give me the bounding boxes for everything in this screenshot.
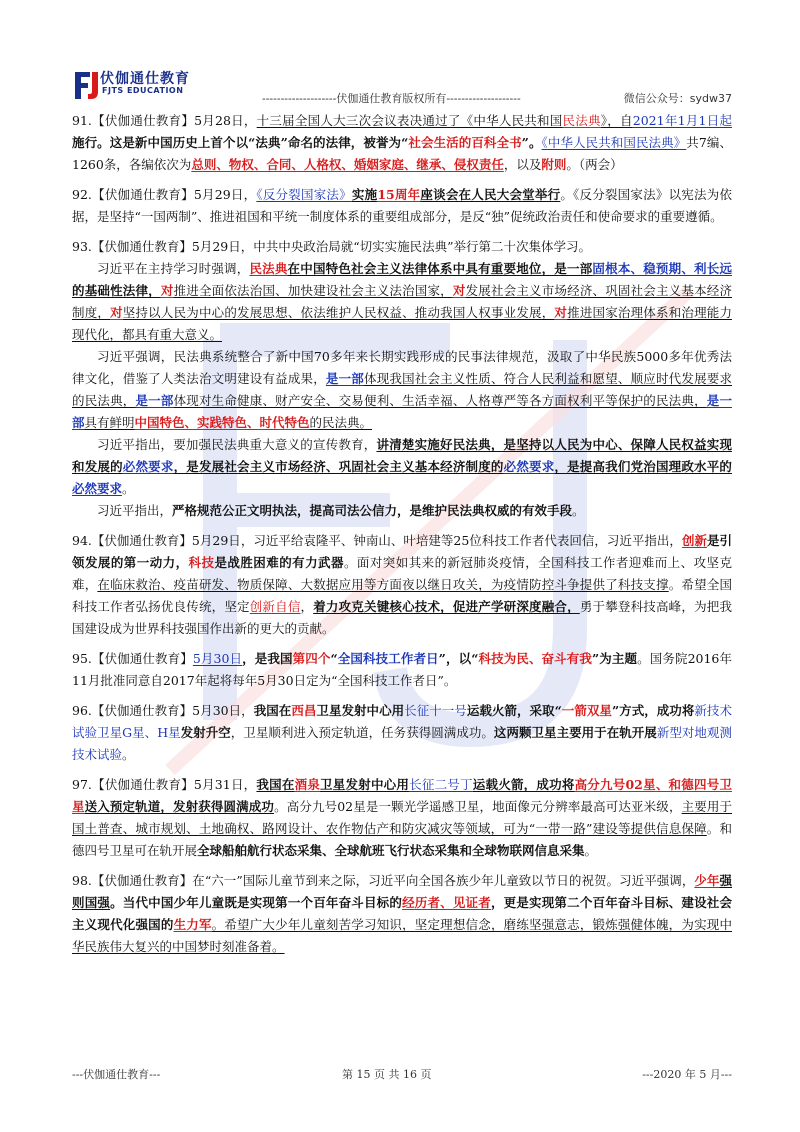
text-span: 习近平指出， [97, 503, 173, 518]
keyword-blue: 5月30日 [192, 651, 243, 666]
keyword-red: 附则 [541, 157, 567, 172]
text-span: 。 [584, 843, 598, 858]
text-span: 的基础性法律， [72, 283, 161, 298]
text-span: ，是发展社会主义市场经济、巩固社会主义基本经济制度的 [173, 459, 504, 474]
brand-name-cn: 伏伽通仕教育 [100, 71, 190, 87]
text-span: 讲清楚实施好民法典，是坚持以人民为中心、保障人民权益实现和发展的 [72, 437, 732, 474]
news-item-95 [72, 648, 732, 692]
footer-brand: ---伏伽通仕教育--- [72, 1068, 161, 1081]
news-item-92 [72, 184, 732, 228]
keyword-red: 第四个 [292, 651, 331, 666]
text-span: 我国在 [256, 777, 295, 792]
keyword-red: 创新 [681, 533, 707, 548]
keyword-blue: 必然要求 [122, 459, 174, 474]
text-span: 施行。这是新中国历史上首个以“法典”命名的法律，被誉为“ [72, 135, 409, 150]
text-span: 发展社会主义市场经济、巩固社会主义基本经济制度， [72, 283, 732, 320]
news-item-94 [72, 530, 732, 640]
text-span: 十三届全国人大三次会议表决通过了《中华人民共和国 [256, 113, 563, 128]
text-span: 着力攻克关键核心技术，促进产学研深度融合， [313, 599, 580, 614]
keyword-red: 少年 [694, 873, 720, 888]
keyword-blue: 长征二号丁 [409, 777, 473, 792]
news-item-98 [72, 870, 732, 958]
news-item-91 [72, 110, 732, 176]
text-span: 主要用于国土普查、城市规划、土地确权、路网设计、农作物估产和防灾减灾等领域，可为“一带一路”建设等提供信息保障 [72, 799, 732, 836]
fjts-logo-icon [72, 68, 100, 102]
keyword-blue: 新技术试验卫星G星、H星 [72, 703, 732, 740]
keyword-blue: 固根本、稳预期、利长远 [592, 261, 732, 276]
text-span: ，是我国 [242, 651, 293, 666]
keyword-blue: 是一部 [325, 371, 364, 386]
keyword-blue: 新型对地观测技术试验 [72, 725, 732, 762]
text-span: ”为主题 [592, 651, 638, 666]
text-span: 习近平在主持学习时强调， [97, 261, 250, 276]
text-span: 习近平指出，要加强民法典重大意义的宣传教育， [97, 437, 377, 452]
keyword-red: 酒泉 [294, 777, 321, 792]
text-span: ，是提高我们党治国理政水平的 [554, 459, 732, 474]
text-span: ，更是实现第二个百年奋斗目标、建设社会主义现代化强国的 [72, 895, 732, 932]
text-span: 习近平强调，民法典系统整合了新中国70多年来长期实践形成的民事法律规范，汲取了中华民族5000多年优秀法律文化，借鉴了人类法治文明建设有益成果， [72, 349, 732, 386]
text-span: 共7编、1260条，各编依次为 [72, 135, 732, 172]
text-span: 在临床救治、疫苗研发、物质保障、大数据应用等方面夜以继日攻关，为疫情防控斗争提供了科技支撑 [97, 577, 669, 592]
text-span: “ [330, 651, 338, 666]
wechat-account: 微信公众号：sydw37 [623, 92, 732, 105]
text-span: ， [300, 599, 314, 614]
brand-name-en: FJTS EDUCATION [102, 86, 184, 95]
text-span: 发射升空 [180, 725, 231, 740]
text-span: 勇于攀登科技高峰，为把我国建设成为世界科技强国作出新的更大的贡献。 [72, 599, 732, 636]
text-span: 93.【伏伽通仕教育】5月29日，中共中央政治局就“切实实施民法典”举行第二十次集体学习。 [72, 239, 592, 254]
text-span: 。 [122, 747, 135, 762]
text-span: 的民法典。 [309, 415, 373, 430]
page-header [72, 64, 732, 104]
text-span: 推进全面依法治国、加快建设社会主义法治国家， [173, 283, 453, 298]
text-span: 95.【伏伽通仕教育】 [72, 651, 193, 666]
text-span: 运载火箭，采取“ [466, 703, 562, 718]
footer-date: ---2020 年 5 月--- [642, 1068, 732, 1081]
text-span: ”，以“ [438, 651, 479, 666]
text-span: 送入预定轨道，发射获得圆满成功 [84, 799, 275, 814]
text-span: 座谈会在人民大会堂举行 [420, 187, 561, 202]
keyword-red: 创新自信 [249, 599, 301, 614]
text-span: 96.【伏伽通仕教育】5月30日， [72, 703, 254, 718]
keyword-red: 西昌 [291, 703, 317, 718]
keyword-blue: 必然要求 [503, 459, 555, 474]
keyword-red: 生力军 [173, 917, 212, 932]
text-span: 体现对生命健康、财产安全、交易便利、生活幸福、人格尊严等各方面权利平等保护的民法典， [173, 393, 707, 408]
text-span: 。高分九号02星是一颗光学遥感卫星，地面像元分辨率最高可达亚米级， [274, 799, 682, 814]
keyword-red: 经历者、见证者 [402, 895, 491, 910]
keyword-red: 民法典 [562, 113, 601, 128]
text-span: 具有鲜明 [84, 415, 135, 430]
keyword-red: 科技为民、奋斗有我 [478, 651, 592, 666]
keyword-blue: 2021年1月1日起 [632, 113, 732, 128]
keyword-red: 科技 [188, 555, 215, 570]
text-span: 。希望广大少年儿童刻苦学习知识，坚定理想信念，磨练坚强意志，锻炼强健体魄，为实现中华民族伟大复兴的中国梦时刻准备着。 [72, 917, 732, 954]
keyword-blue: 是一部 [72, 393, 732, 430]
text-span: 实施 [351, 187, 378, 202]
keyword-red: 对 [160, 283, 174, 298]
text-span: 》，自 [600, 113, 633, 128]
text-span: 。和德四号卫星可在轨开展 [72, 821, 732, 858]
text-span: 。面对突如其来的新冠肺炎疫情，全国科技工作者迎难而上、攻坚克难， [72, 555, 732, 592]
text-span: 强则国强 [72, 873, 732, 910]
news-item-93 [72, 236, 732, 522]
text-span: 这两颗卫星主要用于在轨开展 [493, 725, 657, 740]
keyword-red: 总则、物权、合同、人格权、婚姻家庭、继承、侵权责任 [191, 157, 504, 172]
keyword-red: 高分九号02星、和德四号卫星 [72, 777, 732, 814]
text-span: 卫星发射中心用 [316, 703, 405, 718]
text-span: 严格规范公正文明执法，提高司法公信力，是维护民法典权威的有效手段 [172, 503, 573, 518]
text-span: 98.【伏伽通仕教育】在“六一”国际儿童节到来之际，习近平向全国各族少年儿童致以节日的祝贺。习近平强调， [72, 873, 695, 888]
keyword-blue: 《反分裂国家法》 [256, 187, 352, 202]
keyword-blue: 是一部 [135, 393, 174, 408]
text-span: 体现我国社会主义性质、符合人民利益和愿望、顺应时代发展要求的民法典， [72, 371, 732, 408]
text-span: 。（两会） [566, 157, 623, 172]
keyword-red: 对 [110, 305, 123, 320]
text-span: 。 [572, 503, 585, 518]
text-span: 是战胜困难的有力武器 [214, 555, 344, 570]
keyword-red: 社会生活的百科全书 [408, 135, 522, 150]
keyword-red: 对 [554, 305, 568, 320]
keyword-blue: 必然要求 [72, 481, 123, 496]
text-span: 94.【伏伽通仕教育】5月29日，习近平给袁隆平、钟南山、叶培建等25位科技工作者代表回信，习近平指出， [72, 533, 682, 548]
text-span: 是引领发展的第一动力， [72, 533, 732, 570]
keyword-red: 中国特色、实践特色、时代特色 [134, 415, 310, 430]
keyword-red: 一箭双星 [561, 703, 612, 718]
text-span: ”。 [521, 135, 542, 150]
text-span: 推进国家治理体系和治理能力现代化，都具有重大意义。 [72, 305, 732, 342]
text-span: ，卫星顺利进入预定轨道，任务获得圆满成功。 [230, 725, 494, 740]
text-span: 全球船舶航行状态采集、全球航班飞行状态采集和全球物联网信息采集 [197, 843, 585, 858]
keyword-blue: 《中华人民共和国民法典》 [541, 135, 687, 150]
text-span: 。 [122, 481, 135, 496]
keyword-red: 15周年 [377, 187, 421, 202]
text-span: 卫星发射中心用 [320, 777, 410, 792]
text-span: 。当代中国少年儿童既是实现第一个百年奋斗目标的 [110, 895, 403, 910]
text-span: 坚持以人民为中心的发展思想、依法维护人民权益、推动我国人权事业发展， [122, 305, 555, 320]
text-span: 。《反分裂国家法》以宪法为依据，是坚持“一国两制”、推进祖国和平统一制度体系的重要组成部分，是反“独”促统政治责任和使命要求的重要遵循。 [72, 187, 732, 224]
keyword-red: 民法典 [249, 261, 288, 276]
text-span: 我国在 [253, 703, 292, 718]
brand-logo [72, 64, 202, 104]
text-span: ”方式，成功将 [611, 703, 695, 718]
keyword-red: 对 [452, 283, 466, 298]
text-span: 。国务院2016年11月批准同意自2017年起将每年5月30日定为“全国科技工作者日”。 [72, 651, 732, 688]
text-span: 97.【伏伽通仕教育】5月31日， [72, 777, 257, 792]
keyword-blue: 全国科技工作者日 [337, 651, 439, 666]
news-item-97 [72, 774, 732, 862]
text-span: 。希望全国科技工作者弘扬优良传统，坚定 [72, 577, 732, 614]
text-span: ，以及 [503, 157, 542, 172]
text-span: 运载火箭，成功将 [472, 777, 575, 792]
text-span: 在中国特色社会主义法律体系中具有重要地位，是一部 [287, 261, 593, 276]
news-item-96 [72, 700, 732, 766]
copyright-line: --------------------伏伽通仕教育版权所有-------------------- [262, 92, 521, 105]
keyword-blue: 长征十一号 [404, 703, 467, 718]
text-span: 91.【伏伽通仕教育】5月28日， [72, 113, 257, 128]
text-span: 92.【伏伽通仕教育】5月29日， [72, 187, 257, 202]
page-number: 第 15 页 共 16 页 [342, 1068, 432, 1081]
news-list [72, 110, 732, 966]
